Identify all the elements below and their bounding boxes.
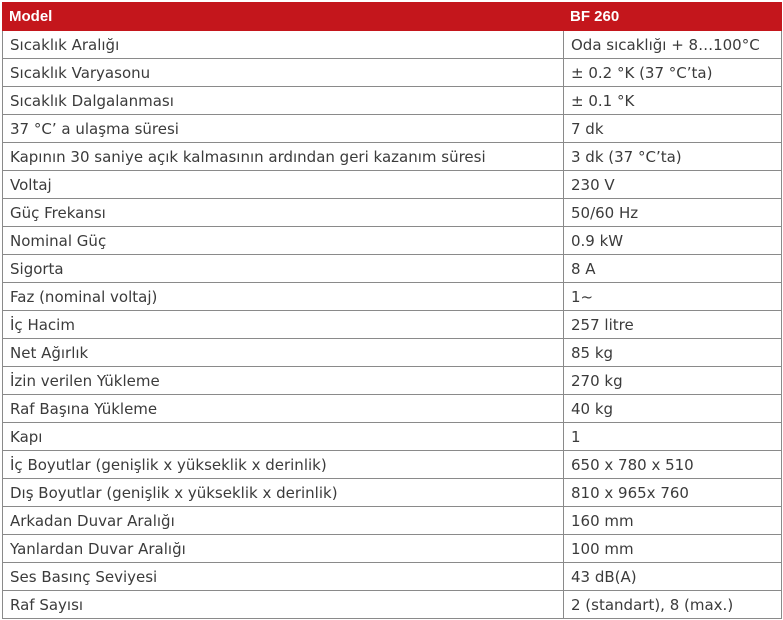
header-model-name: BF 260 [564,3,782,31]
table-header-row [3,3,782,31]
row-value: 1~ [564,283,782,311]
row-label: Faz (nominal voltaj) [3,283,564,311]
row-value: 2 (standart), 8 (max.) [564,591,782,619]
table-row [3,255,782,283]
table-row [3,199,782,227]
table-row [3,507,782,535]
table-row [3,143,782,171]
row-label: Ses Basınç Seviyesi [3,563,564,591]
row-value: 85 kg [564,339,782,367]
row-value: 8 A [564,255,782,283]
row-label: Nominal Güç [3,227,564,255]
spec-table [2,2,782,619]
table-row [3,59,782,87]
table-row [3,171,782,199]
row-label: İç Hacim [3,311,564,339]
row-value: 230 V [564,171,782,199]
row-label: Sıcaklık Dalgalanması [3,87,564,115]
row-label: Sigorta [3,255,564,283]
row-label: Net Ağırlık [3,339,564,367]
table-row [3,115,782,143]
row-value: 50/60 Hz [564,199,782,227]
table-row [3,535,782,563]
row-value: 100 mm [564,535,782,563]
row-value: ± 0.2 °K (37 °C’ta) [564,59,782,87]
row-value: 257 litre [564,311,782,339]
row-label: Raf Başına Yükleme [3,395,564,423]
row-value: 40 kg [564,395,782,423]
table-row [3,451,782,479]
row-value: ± 0.1 °K [564,87,782,115]
row-label: Sıcaklık Aralığı [3,31,564,59]
row-label: Raf Sayısı [3,591,564,619]
row-label: Kapı [3,423,564,451]
table-row [3,563,782,591]
table-row [3,311,782,339]
table-row [3,87,782,115]
row-value: 650 x 780 x 510 [564,451,782,479]
row-label: Sıcaklık Varyasonu [3,59,564,87]
table-row [3,479,782,507]
row-value: 43 dB(A) [564,563,782,591]
table-row [3,367,782,395]
row-value: 7 dk [564,115,782,143]
table-row [3,423,782,451]
row-label: Voltaj [3,171,564,199]
row-value: 270 kg [564,367,782,395]
table-row [3,339,782,367]
row-value: 160 mm [564,507,782,535]
table-row [3,283,782,311]
row-value: Oda sıcaklığı + 8…100°C [564,31,782,59]
table-row [3,31,782,59]
row-label: Arkadan Duvar Aralığı [3,507,564,535]
header-model: Model [3,3,564,31]
row-label: Kapının 30 saniye açık kalmasının ardından geri kazanım süresi [3,143,564,171]
row-label: Güç Frekansı [3,199,564,227]
row-label: 37 °C’ a ulaşma süresi [3,115,564,143]
row-value: 3 dk (37 °C’ta) [564,143,782,171]
row-value: 810 x 965x 760 [564,479,782,507]
table-row [3,395,782,423]
row-label: İç Boyutlar (genişlik x yükseklik x derinlik) [3,451,564,479]
row-label: Yanlardan Duvar Aralığı [3,535,564,563]
row-value: 0.9 kW [564,227,782,255]
row-value: 1 [564,423,782,451]
row-label: Dış Boyutlar (genişlik x yükseklik x derinlik) [3,479,564,507]
table-row [3,227,782,255]
row-label: İzin verilen Yükleme [3,367,564,395]
table-row [3,591,782,619]
